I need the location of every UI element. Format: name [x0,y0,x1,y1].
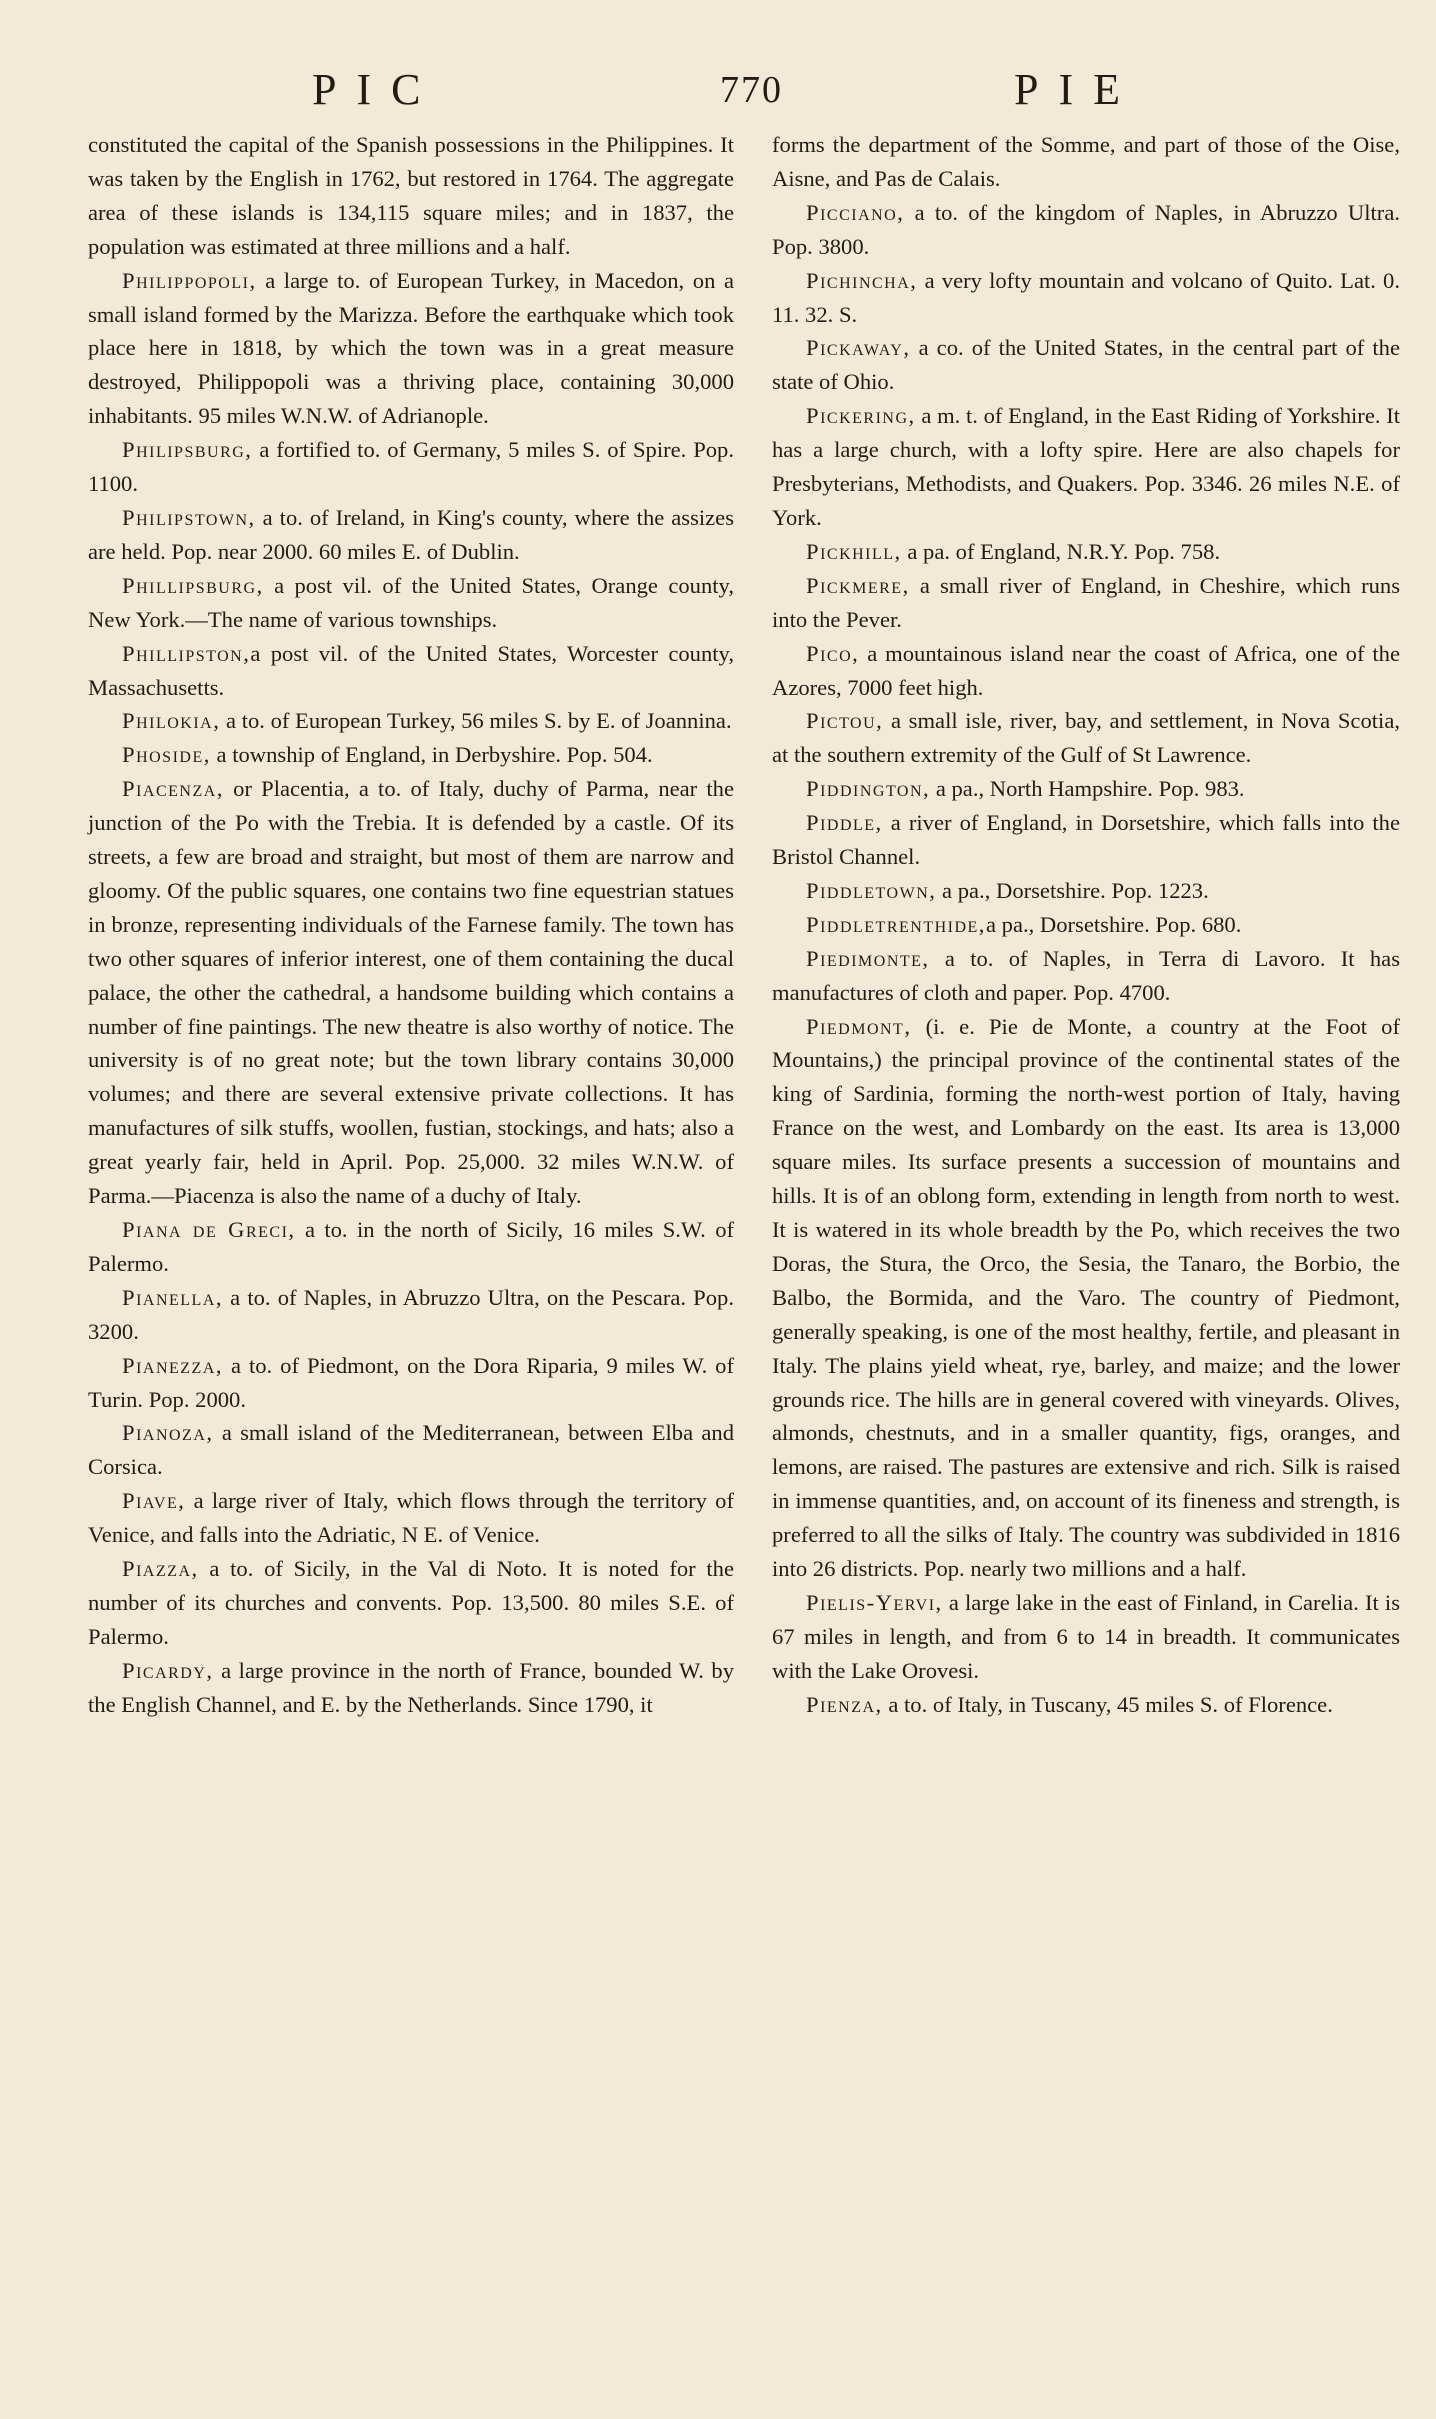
entry-headword: Piddle, [806,810,883,836]
dictionary-entry [772,264,1400,332]
dictionary-entry [88,637,734,705]
entry-headword: Phillipston, [122,640,251,666]
entry-headword: Pickering, [806,403,916,429]
dictionary-entry [772,569,1400,637]
entry-headword: Piddington, [806,776,931,802]
entry-headword: Pianezza, [122,1352,224,1378]
continued-entry [88,128,734,264]
entry-text: (i. e. Pie de Monte, a country at the Foot of Mountains,) the principal province of the continental states of the king of Sardinia, forming the north-west portion of Italy, having France on the west, and Lombardy on the east. Its area is 13,000 square miles. Its surface presents a succession of mountains and hills. It is of an oblong form, extending in length from north to west. It is watered in its whole breadth by the Po, which receives the two Doras, the Stura, the Orco, the Sesia, the Tanaro, the Borbio, the Balbo, the Bormida, and the Varo. The country of Piedmont, generally speaking, is one of the most healthy, fertile, and pleasant in Italy. The plains yield wheat, rye, barley, and maize; and the lower grounds rice. The hills are in general covered with vineyards. Olives, almonds, chestnuts, and in a smaller quantity, figs, oranges, and lemons, are raised. The pastures are extensive and rich. Silk is raised in immense quantities, and, on account of its fineness and strength, is preferred to all the silks of Italy. The country was subdivided in 1816 into 26 districts. Pop. nearly two millions and a half. [772,1013,1400,1582]
dictionary-entry [772,1010,1400,1586]
header-left-guideword: PIC [312,65,441,114]
entry-headword: Piedmont, [806,1013,912,1039]
entry-text: a to. of Piedmont, on the Dora Riparia, 9 miles W. of Turin. Pop. 2000. [88,1352,734,1412]
entry-headword: Picardy, [122,1657,214,1683]
entry-text: a large to. of European Turkey, in Macedon, on a small island formed by the Marizza. Before the earthquake which took place here in 1818, by which the town was in a great measure destroyed, Philippopoli was a thriving place, containing 30,000 inhabitants. 95 miles W.N.W. of Adrianople. [88,267,734,429]
entry-headword: Pickaway, [806,335,911,361]
continued-entry [772,128,1400,196]
dictionary-entry [88,1213,734,1281]
dictionary-entry [772,908,1400,942]
entry-text: a to. of Ireland, in King's county, where the assizes are held. Pop. near 2000. 60 miles E. of Dublin. [88,504,734,564]
entry-text: a to. of Naples, in Abruzzo Ultra, on the Pescara. Pop. 3200. [88,1284,734,1344]
entry-text: a post vil. of the United States, Worcester county, Massachusetts. [88,640,734,700]
dictionary-entry [88,1281,734,1349]
entry-headword: Philokia, [122,708,221,734]
entry-text: a to. of the kingdom of Naples, in Abruzzo Ultra. Pop. 3800. [772,199,1400,259]
entry-text: a township of England, in Derbyshire. Pop. 504. [210,742,653,768]
entry-text: a co. of the United States, in the central part of the state of Ohio. [772,335,1400,395]
dictionary-entry [88,1654,734,1722]
entry-text: or Placentia, a to. of Italy, duchy of Parma, near the junction of the Po with the Trebia. It is defended by a castle. Of its streets, a few are broad and straight, but most of them are narrow and gloomy. Of the public squares, one contains two fine equestrian statues in bronze, representing individuals of the Farnese family. The town has two other squares of inferior interest, one of them containing the ducal palace, the other the cathedral, a handsome building which contains a number of fine paintings. The new theatre is also worthy of notice. The university is of no great note; but the town library contains 30,000 volumes; and there are several extensive private collections. It has manufactures of silk stuffs, woollen, fustian, stockings, and hats; also a great yearly fair, held in April. Pop. 25,000. 32 miles W.N.W. of Parma.—Piacenza is also the name of a duchy of Italy. [88,776,734,1209]
right-column [772,128,1400,1722]
entry-text: a large lake in the east of Finland, in Carelia. It is 67 miles in length, and from 6 to 14 in breadth. It communicates with the Lake Orovesi. [772,1589,1400,1683]
entry-headword: Pianoza, [122,1420,214,1446]
dictionary-entry [88,501,734,569]
dictionary-entry [88,704,734,738]
entry-headword: Piave, [122,1488,186,1514]
dictionary-entry [772,1586,1400,1688]
entry-text: a pa., North Hampshire. Pop. 983. [930,776,1245,802]
entry-headword: Pienza, [806,1691,883,1717]
dictionary-entry [772,399,1400,535]
entry-headword: Philipstown, [122,504,256,530]
entry-text: a river of England, in Dorsetshire, which falls into the Bristol Channel. [772,810,1400,870]
entry-headword: Philippopoli, [122,267,257,293]
page-header [0,64,1436,124]
entry-text: a fortified to. of Germany, 5 miles S. of Spire. Pop. 1100. [88,437,734,497]
entry-text: a small island of the Mediterranean, between Elba and Corsica. [88,1420,734,1480]
header-right-guideword: PIE [1014,65,1140,114]
left-column [88,128,734,1722]
entry-headword: Pico, [806,640,860,666]
entry-text: a pa., Dorsetshire. Pop. 680. [985,911,1242,937]
entry-text: a to. in the north of Sicily, 16 miles S.W. of Palermo. [88,1217,735,1276]
entry-headword: Phillipsburg, [122,572,264,598]
dictionary-entry [88,1416,734,1484]
entry-text: a mountainous island near the coast of Africa, one of the Azores, 7000 feet high. [772,640,1400,700]
dictionary-entry [88,738,734,772]
dictionary-entry [772,196,1400,264]
dictionary-entry [88,264,734,434]
entry-headword: Piddletrenthide, [806,911,986,937]
dictionary-entry [88,433,734,501]
entry-headword: Piazza, [122,1556,199,1582]
entry-headword: Piedimonte, [806,945,930,971]
entry-text: a to. of European Turkey, 56 miles S. by E. of Joannina. [220,708,732,734]
dictionary-entry [88,1552,734,1654]
entry-text: a very lofty mountain and volcano of Quito. Lat. 0. 11. 32. S. [772,267,1400,327]
entry-headword: Pichincha, [806,267,918,293]
entry-text: a large river of Italy, which flows through the territory of Venice, and falls into the Adriatic, N E. of Venice. [88,1488,734,1548]
entry-text: a m. t. of England, in the East Riding of Yorkshire. It has a large church, with a lofty spire. Here are also chapels for Presbyterians, Methodists, and Quakers. Pop. 3346. 26 miles N.E. of York. [772,403,1400,530]
entry-text: forms the department of the Somme, and part of those of the Oise, Aisne, and Pas de Calais. [772,132,1400,191]
entry-headword: Philipsburg, [122,437,253,463]
entry-headword: Pickmere, [806,572,910,598]
dictionary-entry [88,1349,734,1417]
entry-headword: Pictou, [806,708,884,734]
entry-text: a to. of Italy, in Tuscany, 45 miles S. of Florence. [882,1691,1333,1717]
dictionary-entry [88,772,734,1213]
entry-text: a post vil. of the United States, Orange county, New York.—The name of various townships. [88,572,734,632]
entry-headword: Pianella, [122,1284,224,1310]
entry-headword: Piana de Greci, [122,1217,296,1242]
dictionary-entry [772,772,1400,806]
dictionary-entry [772,704,1400,772]
dictionary-entry [772,535,1400,569]
entry-headword: Piacenza, [122,776,224,802]
dictionary-entry [772,874,1400,908]
entry-text: constituted the capital of the Spanish possessions in the Philippines. It was taken by the English in 1762, but restored in 1764. The aggregate area of these islands is 134,115 square miles; and in 1837, the population was estimated at three millions and a half. [88,132,734,259]
entry-headword: Phoside, [122,742,211,768]
entry-headword: Piddletown, [806,877,937,903]
entry-text: a to. of Sicily, in the Val di Noto. It is noted for the number of its churches and convents. Pop. 13,500. 80 miles S.E. of Palermo. [88,1556,734,1649]
entry-headword: Pickhill, [806,538,902,564]
entry-text: a pa. of England, N.R.Y. Pop. 758. [901,538,1221,564]
entry-text: a pa., Dorsetshire. Pop. 1223. [936,877,1209,903]
dictionary-entry [772,1688,1400,1722]
dictionary-entry [772,331,1400,399]
entry-text: a small isle, river, bay, and settlement, in Nova Scotia, at the southern extremity of the Gulf of St Lawrence. [772,708,1400,768]
dictionary-entry [772,942,1400,1010]
entry-text: a small river of England, in Cheshire, which runs into the Pever. [772,572,1400,632]
entry-text: a to. of Naples, in Terra di Lavoro. It has manufactures of cloth and paper. Pop. 4700. [772,945,1400,1005]
dictionary-entry [88,1484,734,1552]
entry-headword: Pielis-Yervi, [806,1589,943,1615]
page-number: 770 [720,69,783,111]
dictionary-entry [772,806,1400,874]
entry-text: a large province in the north of France, bounded W. by the English Channel, and E. by the Netherlands. Since 1790, it [88,1657,734,1717]
dictionary-entry [772,637,1400,705]
dictionary-entry [88,569,734,637]
entry-headword: Picciano, [806,199,905,225]
